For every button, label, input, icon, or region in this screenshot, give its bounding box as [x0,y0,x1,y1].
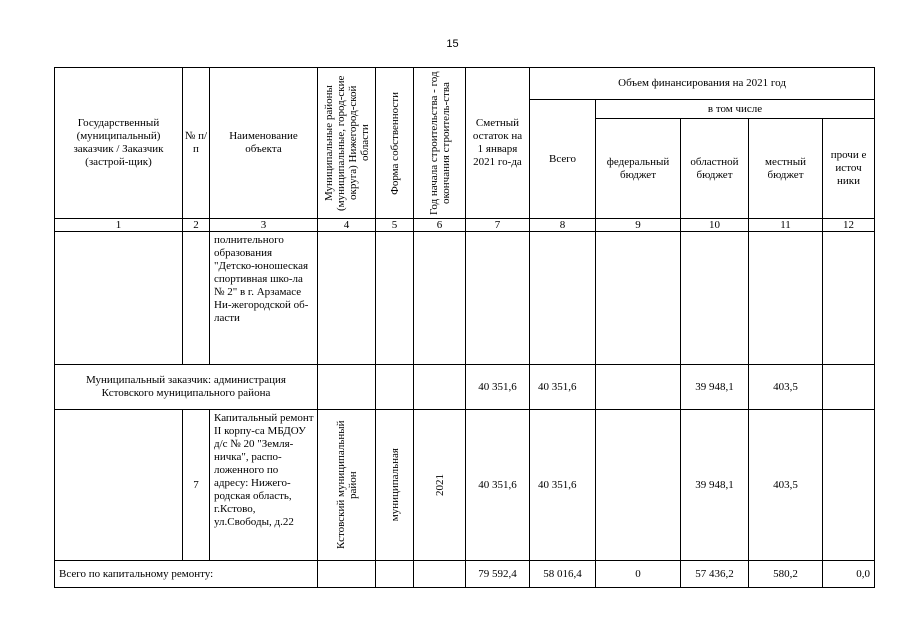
header-districts [318,68,376,219]
header-years-text: Год начала строительства - год окончания строитель-ства [427,71,452,215]
customer-other [823,365,875,410]
table-row-object [55,410,875,561]
customer-label: Муниципальный заказчик: администрация Кстовского муниципального района [55,365,318,410]
header-districts-text: Муниципальные районы (муниципальные, город-ские округа) Нижегород-ской области [322,75,371,211]
total-total: 58 016,4 [530,561,596,588]
col-num-12: 12 [823,219,875,232]
object-num: 7 [183,410,210,561]
total-federal: 0 [596,561,681,588]
funding-table [54,67,875,588]
object-ownership-text: муниципальная [388,448,401,522]
header-customer: Государственный (муниципальный) заказчик / Заказчик (застрой-щик) [55,68,183,219]
total-other: 0,0 [823,561,875,588]
total-local: 580,2 [749,561,823,588]
header-local: местный бюджет [749,119,823,219]
object-years-text: 2021 [433,474,446,496]
page-number: 15 [446,38,459,50]
table-row-continuation [55,232,875,365]
col-num-2: 2 [183,219,210,232]
continuation-object-name: полнительного образования "Детско-юношеская спортивная шко-ла № 2" в г. Арзамасе Ни-жегородской об-ласти [210,232,318,365]
object-name: Капитальный ремонт II корпу-са МБДОУ д/с № 20 "Земля-ничка", распо-ложенного по адресу: Нижего-родская область, г.Кстово, ул.Свободы, д.22 [210,410,318,561]
customer-local: 403,5 [749,365,823,410]
header-funding: Объем финансирования на 2021 год [530,68,875,100]
total-regional: 57 436,2 [681,561,749,588]
col-num-3: 3 [210,219,318,232]
object-other [823,410,875,561]
object-years [414,410,466,561]
col-num-9: 9 [596,219,681,232]
col-num-5: 5 [376,219,414,232]
object-remainder: 40 351,6 [466,410,530,561]
header-years [414,68,466,219]
col-num-8: 8 [530,219,596,232]
customer-federal [596,365,681,410]
total-remainder: 79 592,4 [466,561,530,588]
object-total: 40 351,6 [530,410,596,561]
object-federal [596,410,681,561]
customer-total: 40 351,6 [530,365,596,410]
header-including: в том числе [596,100,875,119]
object-ownership [376,410,414,561]
col-num-6: 6 [414,219,466,232]
header-remainder: Сметный остаток на 1 января 2021 го-да [466,68,530,219]
table-row-total [55,561,875,588]
object-district [318,410,376,561]
col-num-4: 4 [318,219,376,232]
header-ownership-text: Форма собственности [388,91,401,195]
col-num-7: 7 [466,219,530,232]
table-row-customer [55,365,875,410]
total-label: Всего по капитальному ремонту: [55,561,318,588]
customer-remainder: 40 351,6 [466,365,530,410]
object-local: 403,5 [749,410,823,561]
header-federal: федеральный бюджет [596,119,681,219]
object-regional: 39 948,1 [681,410,749,561]
col-num-1: 1 [55,219,183,232]
header-total: Всего [530,100,596,219]
customer-regional: 39 948,1 [681,365,749,410]
header-other: прочи е источ ники [823,119,875,219]
header-ownership [376,68,414,219]
header-regional: областной бюджет [681,119,749,219]
col-num-11: 11 [749,219,823,232]
object-district-text: Кстовский муниципальный район [334,420,359,550]
col-num-10: 10 [681,219,749,232]
header-num: № п/п [183,68,210,219]
header-object-name: Наименование объекта [210,68,318,219]
